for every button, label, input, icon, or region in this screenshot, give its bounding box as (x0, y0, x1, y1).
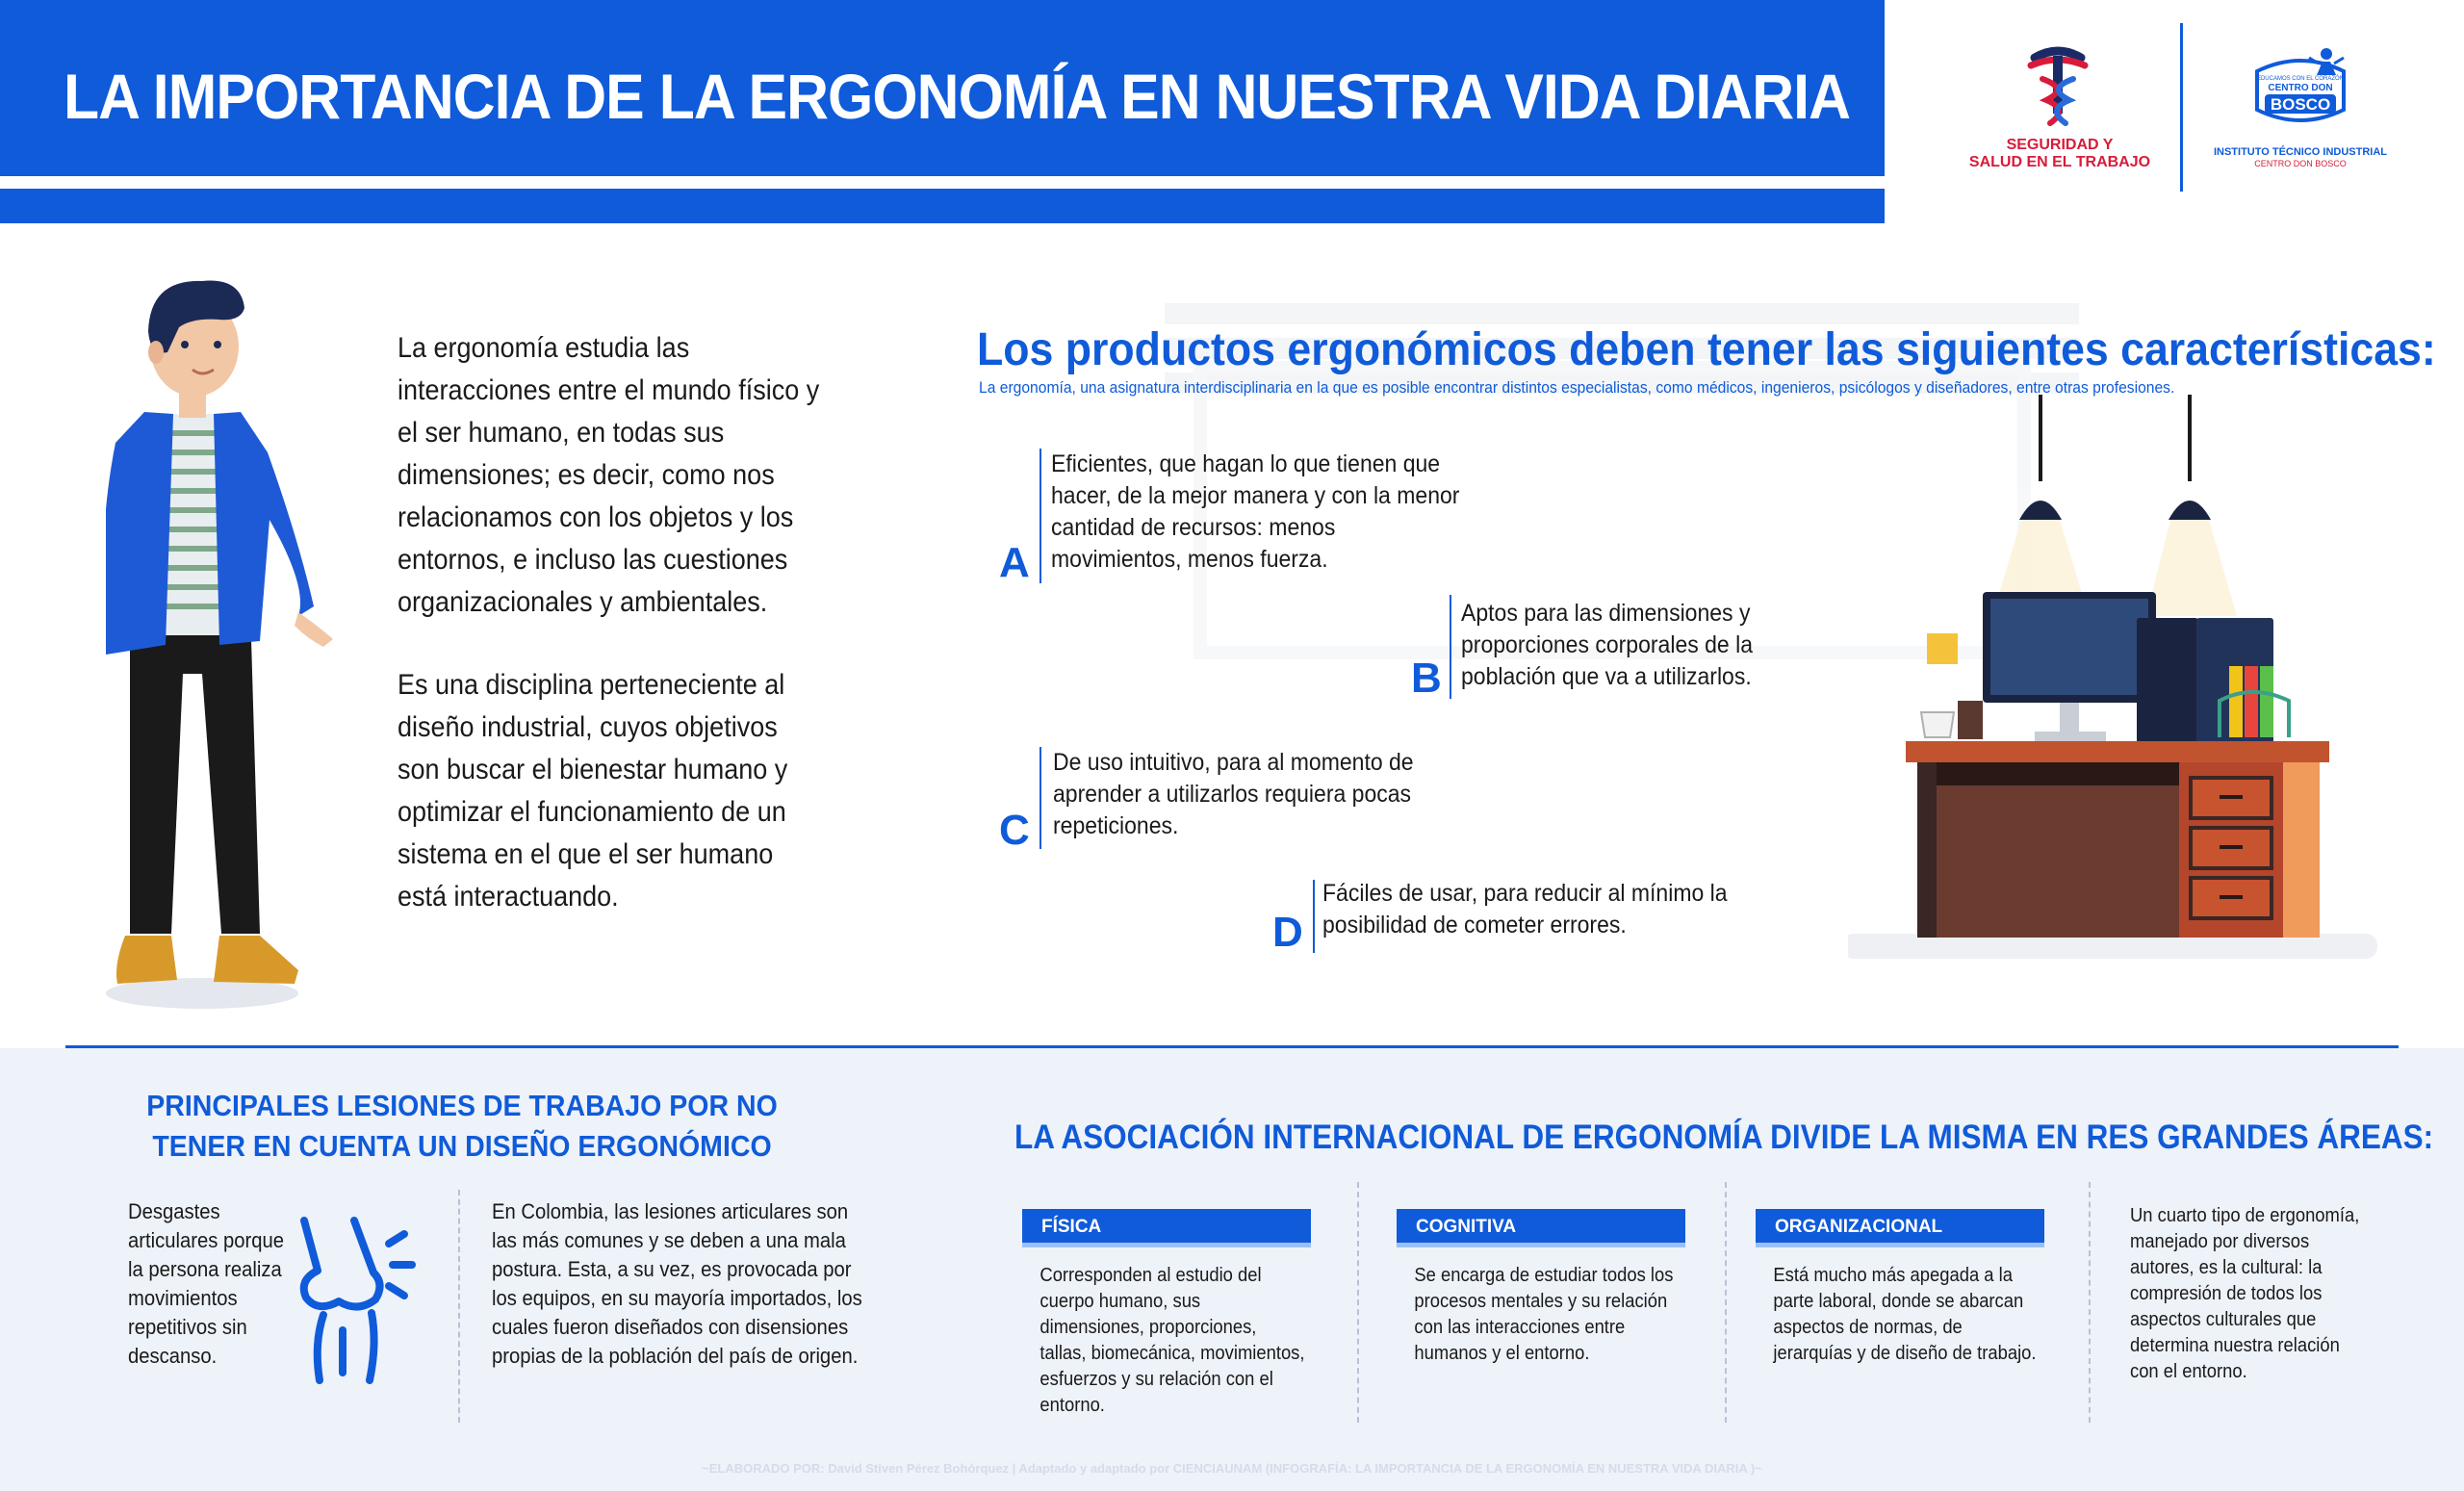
desk-illustration (1848, 395, 2387, 972)
cdb-badge-top: EDUCAMOS CON EL CORAZÓN (2256, 76, 2345, 82)
dashed-divider (458, 1190, 460, 1423)
sst-logo-text: SEGURIDAD Y SALUD EN EL TRABAJO (1968, 137, 2151, 170)
man-illustration (106, 270, 366, 1011)
sst-logo-icon (2021, 40, 2094, 133)
dashed-divider (1725, 1182, 1727, 1423)
intro-text (398, 327, 822, 918)
products-subtitle: La ergonomía, una asignatura interdisciplinaria en la que es posible encontrar distintos especialistas, como médicos, ingenieros, psicólogos y diseñadores, entre otras profesiones. (979, 378, 2175, 397)
feature-text: Aptos para las dimensiones y proporciones corporales de la población que va a utilizarlos. (1461, 600, 1754, 690)
feature-divider (1313, 880, 1315, 953)
feature-letter: B (1411, 655, 1442, 702)
area-fisica (1022, 1209, 1330, 1419)
header-band (0, 189, 1885, 223)
feature-letter: A (999, 539, 1030, 586)
asociacion-title: LA ASOCIACIÓN INTERNACIONAL DE ERGONOMÍA DIVIDE LA MISMA EN RES GRANDES ÁREAS: (1014, 1118, 2434, 1156)
area-label: COGNITIVA (1397, 1209, 1685, 1247)
cdb-badge-main: BOSCO (2270, 95, 2331, 114)
footer-credits: ~ELABORADO POR: David Stiven Pérez Bohórquez | Adaptado y adaptado por CIENCIAUNAM (INFOGRAFÍA: LA IMPORTANCIA DE LA ERGONOMÍA EN NUESTRA VIDA DIARIA )~ (702, 1461, 1762, 1476)
products-title: Los productos ergonómicos deben tener las siguientes características: (977, 324, 2436, 375)
feature-letter: C (999, 807, 1030, 854)
area-description: Corresponden al estudio del cuerpo humano, sus dimensiones, proporciones, tallas, biomecánica, movimientos, esfuerzos y su relación con el entorno. (1040, 1265, 1305, 1416)
area-description: Se encarga de estudiar todos los procesos mentales y su relación con las interacciones entre humanos y el entorno. (1414, 1265, 1674, 1364)
lesion-right-text: En Colombia, las lesiones articulares son las más comunes y se deben a una mala postura. Esta, a su vez, es provocada por los equipos, en su mayoría importados, los cuales fueron diseñados con disensiones propias de la población del país de origen. (492, 1199, 862, 1368)
area-label: ORGANIZACIONAL (1756, 1209, 2044, 1247)
area-organizacional (1756, 1209, 2064, 1367)
intro-paragraph-1: La ergonomía estudia las interacciones entre el mundo físico y el ser humano, en todas sus dimensiones; es decir, como nos relacionamos con los objetos y los entornos, e incluso las cuestiones organizacionales y ambientales. (398, 332, 820, 618)
feature-divider (1450, 595, 1451, 699)
lesion-left-text: Desgastes articulares porque la persona realiza movimientos repetitivos sin descanso. (128, 1199, 285, 1368)
cdb-logo-text: INSTITUTO TÉCNICO INDUSTRIAL (2213, 146, 2388, 158)
feature-letter: D (1272, 909, 1303, 956)
intro-paragraph-2: Es una disciplina perteneciente al diseño industrial, cuyos objetivos son buscar el bienestar humano y optimizar el funcionamiento de un sistema en el que el ser humano está interactuando. (398, 669, 788, 913)
dashed-divider (1357, 1182, 1359, 1423)
feature-text: De uso intuitivo, para al momento de aprender a utilizarlos requiera pocas repeticiones. (1053, 749, 1414, 839)
centro-don-bosco-logo-icon (2247, 42, 2353, 131)
section-divider (65, 1045, 2399, 1048)
logo-divider (2180, 23, 2183, 192)
feature-text: Fáciles de usar, para reducir al mínimo la posibilidad de cometer errores. (1322, 880, 1728, 938)
cdb-logo-subtext: CENTRO DON BOSCO (2254, 159, 2347, 168)
header-divider (0, 177, 1885, 187)
feature-text: Eficientes, que hagan lo que tienen que hacer, de la mejor manera y con la menor cantidad de recursos: menos movimientos, menos fuerza. (1051, 450, 1460, 573)
lesiones-title: PRINCIPALES LESIONES DE TRABAJO POR NO TENER EN CUENTA UN DISEÑO ERGONÓMICO (146, 1089, 778, 1163)
page-title: LA IMPORTANCIA DE LA ERGONOMÍA EN NUESTRA VIDA DIARIA (64, 61, 1851, 132)
dashed-divider (2089, 1182, 2091, 1423)
cdb-badge-mid: CENTRO DON (2268, 83, 2333, 93)
area-description: Está mucho más apegada a la parte laboral, donde se abarcan aspectos de normas, de jerarquías y de diseño de trabajo. (1773, 1265, 2037, 1364)
cultural-text: Un cuarto tipo de ergonomía, manejado por diversos autores, es la cultural: la compresión de todos los aspectos culturales que determina nuestra relación con el entorno. (2130, 1205, 2360, 1382)
area-label: FÍSICA (1022, 1209, 1311, 1247)
area-cognitiva (1397, 1209, 1705, 1367)
knee-joint-icon (285, 1209, 429, 1386)
feature-divider (1040, 747, 1041, 849)
feature-divider (1040, 449, 1041, 583)
